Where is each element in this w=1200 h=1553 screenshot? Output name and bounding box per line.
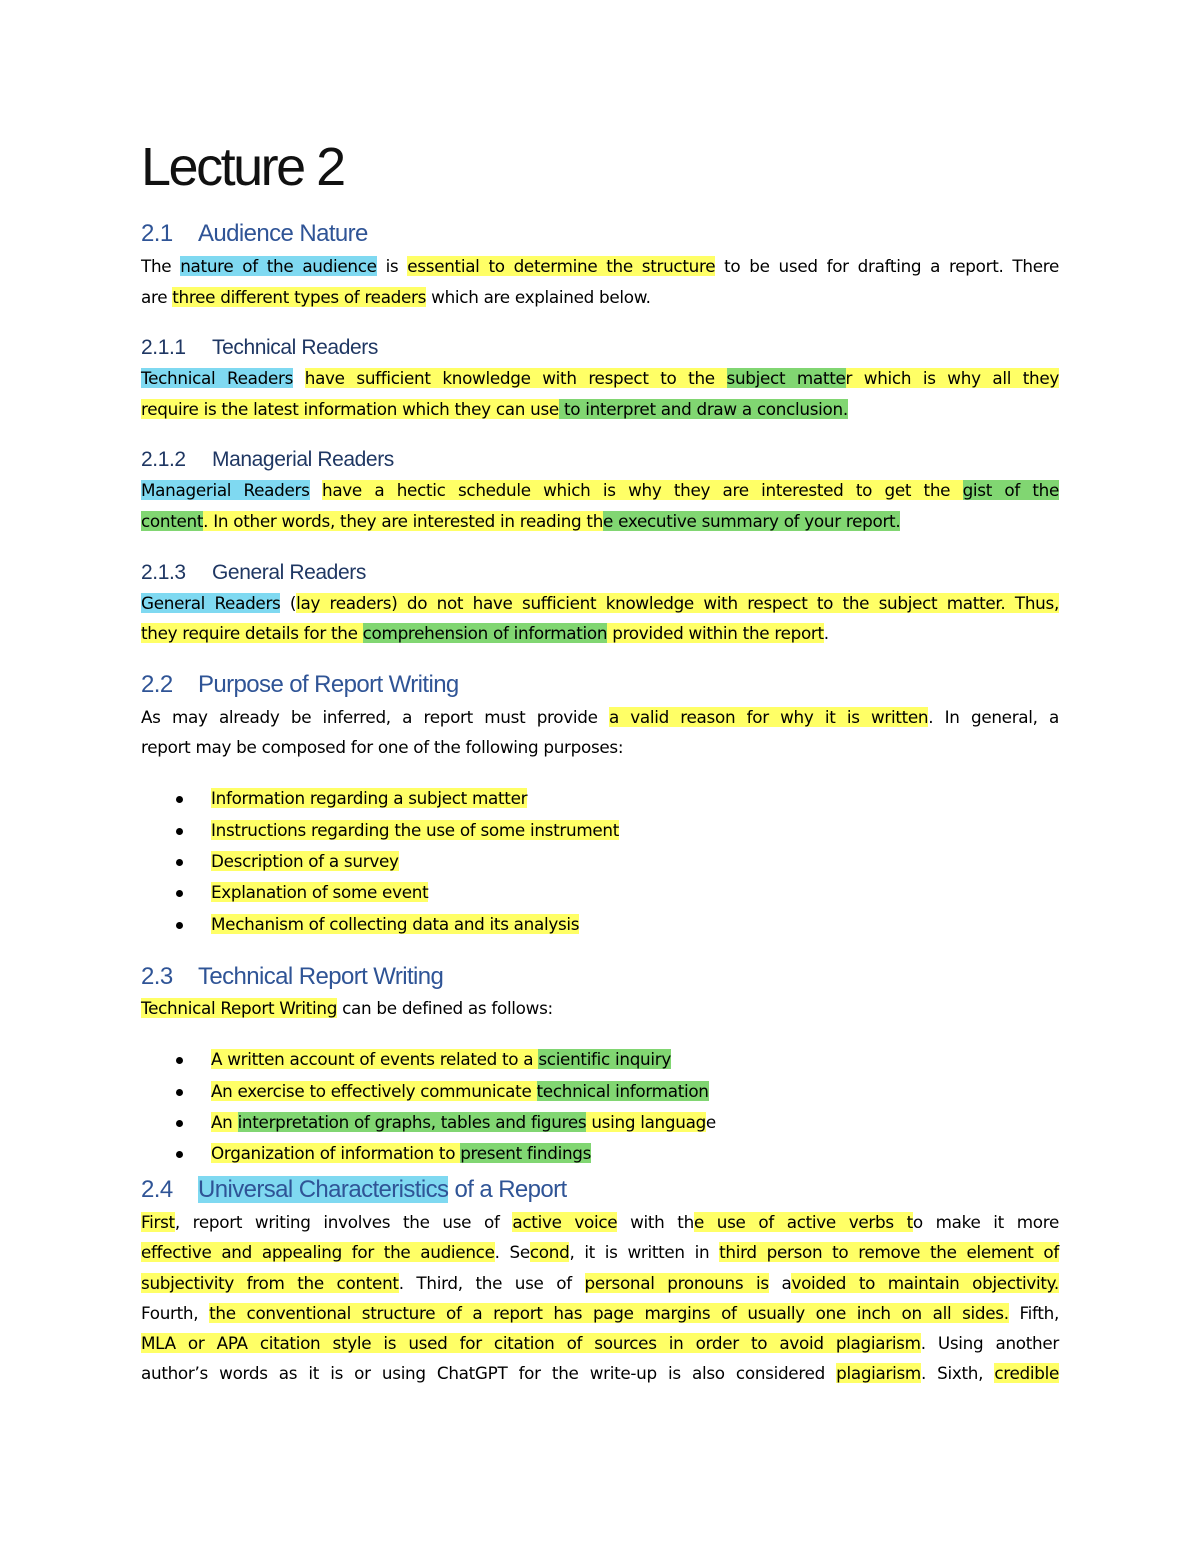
highlight-yellow: provided within the report	[607, 623, 824, 643]
page-title: Lecture 2	[141, 137, 344, 197]
highlight-green: to interpret and draw a conclusion.	[558, 399, 848, 419]
text-run: with th	[617, 1212, 694, 1232]
paragraph-line	[141, 1303, 1059, 1323]
highlight-yellow: three different types of readers	[172, 287, 427, 307]
highlight-yellow: Mechanism of collecting data and its analysis	[211, 914, 580, 934]
bullet-icon	[176, 922, 183, 929]
paragraph-line	[141, 623, 829, 643]
highlight-yellow: a valid reason for why it is written	[608, 707, 929, 727]
highlight-yellow: they require details for the	[141, 623, 363, 643]
highlight-yellow: active voice	[512, 1212, 618, 1232]
paragraph-line: report may be composed for one of the following purposes:	[141, 737, 624, 757]
text-run: is	[376, 256, 408, 276]
highlight-green: comprehension of information	[362, 623, 608, 643]
paragraph-line	[141, 1333, 1059, 1353]
heading-number: 2.1	[141, 220, 173, 247]
text-run: author’s words as it is or using ChatGPT for the write-up is also considered	[141, 1363, 837, 1383]
paragraph-line	[141, 1273, 1059, 1293]
heading-number: 2.4	[141, 1176, 173, 1203]
heading-2-1	[141, 222, 368, 246]
highlight-yellow: have sufficient knowledge with respect to the	[304, 368, 727, 388]
highlight-yellow: using languag	[586, 1112, 706, 1132]
paragraph-line	[141, 1242, 1059, 1262]
highlight-yellow: plagiarism	[836, 1363, 921, 1383]
paragraph-line	[141, 399, 848, 419]
highlight-yellow: essential to determine the structure	[407, 256, 716, 276]
paragraph-line	[141, 480, 1059, 500]
highlight-yellow: An	[211, 1112, 238, 1132]
text-run: , it is written in	[569, 1242, 720, 1262]
text-run: e	[705, 1112, 716, 1132]
bullet-icon	[176, 1151, 183, 1158]
heading-number: 2.1.2	[141, 448, 186, 471]
text-run: . Sixth,	[920, 1363, 995, 1383]
highlight-yellow: Information regarding a subject matter	[211, 788, 528, 808]
paragraph-line	[141, 998, 553, 1018]
highlight-yellow: third person to remove the element of	[719, 1242, 1059, 1262]
heading-2-1-3	[141, 562, 366, 583]
list-item	[211, 1049, 671, 1069]
highlight-yellow: effective and appealing for the audience	[141, 1242, 495, 1262]
highlight-yellow: First	[141, 1212, 175, 1232]
heading-number: 2.1.3	[141, 561, 186, 584]
text-run: . In general, a	[928, 707, 1059, 727]
highlight-yellow: the conventional structure of a report has page margins of usually one inch on all sides.	[209, 1303, 1009, 1323]
highlight-yellow: Instructions regarding the use of some instrument	[211, 820, 620, 840]
highlight-blue: General Readers	[141, 593, 281, 613]
heading-2-3	[141, 965, 443, 989]
highlight-yellow: voided to maintain objectivity.	[791, 1273, 1059, 1293]
heading-text: Audience Nature	[198, 220, 368, 247]
highlight-yellow: have a hectic schedule which is why they are interested to get the	[321, 480, 963, 500]
highlight-yellow: lay readers) do not have sufficient knowledge with respect to the subject matter. Thus,	[296, 593, 1059, 613]
text-run: a	[768, 1273, 792, 1293]
highlight-blue: Technical Readers	[141, 368, 294, 388]
highlight-green: interpretation of graphs, tables and figures	[237, 1112, 587, 1132]
text-run: o make it more	[912, 1212, 1059, 1232]
list-item	[211, 820, 619, 840]
text-run: . Using another	[920, 1333, 1059, 1353]
paragraph-line	[141, 1212, 1059, 1232]
text-run	[310, 480, 322, 500]
paragraph-line	[141, 256, 1059, 276]
heading-number: 2.2	[141, 671, 173, 698]
highlight-yellow: cond	[529, 1242, 570, 1262]
text-run: , report writing involves the use of	[174, 1212, 513, 1232]
highlight-yellow: Description of a survey	[211, 851, 399, 871]
bullet-icon	[176, 1089, 183, 1096]
text-run: to be used for drafting a report. There	[715, 256, 1059, 276]
heading-text: of a Report	[448, 1176, 567, 1203]
highlight-yellow: MLA or APA citation style is used for citation of sources in order to avoid plagiarism	[141, 1333, 921, 1353]
highlight-blue: nature of the audience	[180, 256, 377, 276]
text-run: Fourth,	[141, 1303, 210, 1323]
paragraph-line	[141, 368, 1059, 388]
paragraph-line	[141, 707, 1059, 727]
text-run: . Se	[494, 1242, 530, 1262]
bullet-icon	[176, 828, 183, 835]
text-run: As may already be inferred, a report must provide	[141, 707, 609, 727]
paragraph-line	[141, 511, 900, 531]
highlight-yellow: e use of active verbs t	[693, 1212, 913, 1232]
highlight-green: subject matte	[726, 368, 846, 388]
highlight-green: content	[141, 511, 204, 531]
highlight-yellow: Explanation of some event	[211, 882, 429, 902]
heading-text: Managerial Readers	[212, 448, 394, 471]
highlight-green: gist of the	[962, 480, 1059, 500]
highlight-yellow: personal pronouns is	[584, 1273, 769, 1293]
list-item	[211, 788, 527, 808]
list-item	[211, 851, 399, 871]
heading-number: 2.3	[141, 963, 173, 990]
list-item	[211, 1143, 591, 1163]
highlight-yellow: require is the latest information which they can use	[141, 399, 559, 419]
text-run: which are explained below.	[426, 287, 651, 307]
paragraph-line	[141, 593, 1059, 613]
list-item	[211, 914, 579, 934]
list-item	[211, 1112, 716, 1132]
heading-text: General Readers	[212, 561, 366, 584]
text-run: can be defined as follows:	[337, 998, 553, 1018]
text-run: The	[141, 256, 181, 276]
text-run: (	[280, 593, 297, 613]
highlight-blue: Managerial Readers	[141, 480, 310, 500]
paragraph-line	[141, 1363, 1059, 1383]
bullet-icon	[176, 1057, 183, 1064]
highlight-yellow: A written account of events related to a	[211, 1049, 539, 1069]
highlight-yellow: Technical Report Writing	[141, 998, 338, 1018]
heading-2-2	[141, 673, 459, 697]
heading-text-highlight: Universal Characteristics	[198, 1176, 449, 1203]
highlight-green: technical information	[536, 1081, 709, 1101]
text-run: . Third, the use of	[398, 1273, 585, 1293]
bullet-icon	[176, 890, 183, 897]
text-run: .	[823, 623, 829, 643]
highlight-green: present findings	[460, 1143, 592, 1163]
bullet-icon	[176, 1120, 183, 1127]
highlight-yellow: Organization of information to	[211, 1143, 461, 1163]
list-item	[211, 882, 428, 902]
heading-text: Technical Readers	[212, 336, 378, 359]
heading-text: Purpose of Report Writing	[198, 671, 459, 698]
list-item	[211, 1081, 709, 1101]
highlight-green: scientific inquiry	[538, 1049, 671, 1069]
highlight-yellow: credible	[994, 1363, 1059, 1383]
text-run	[293, 368, 305, 388]
text-run: are	[141, 287, 173, 307]
heading-number: 2.1.1	[141, 336, 186, 359]
text-run: Fifth,	[1008, 1303, 1060, 1323]
highlight-yellow: . In other words, they are interested in reading th	[203, 511, 604, 531]
highlight-yellow: r which is why all they	[845, 368, 1060, 388]
bullet-icon	[176, 796, 183, 803]
highlight-green: e executive summary of your report.	[603, 511, 901, 531]
heading-2-1-1	[141, 337, 378, 358]
heading-2-1-2	[141, 449, 394, 470]
highlight-yellow: subjectivity from the content	[141, 1273, 399, 1293]
bullet-icon	[176, 859, 183, 866]
paragraph-line	[141, 287, 651, 307]
heading-2-4	[141, 1178, 567, 1202]
heading-text: Technical Report Writing	[198, 963, 444, 990]
highlight-yellow: An exercise to effectively communicate	[211, 1081, 537, 1101]
